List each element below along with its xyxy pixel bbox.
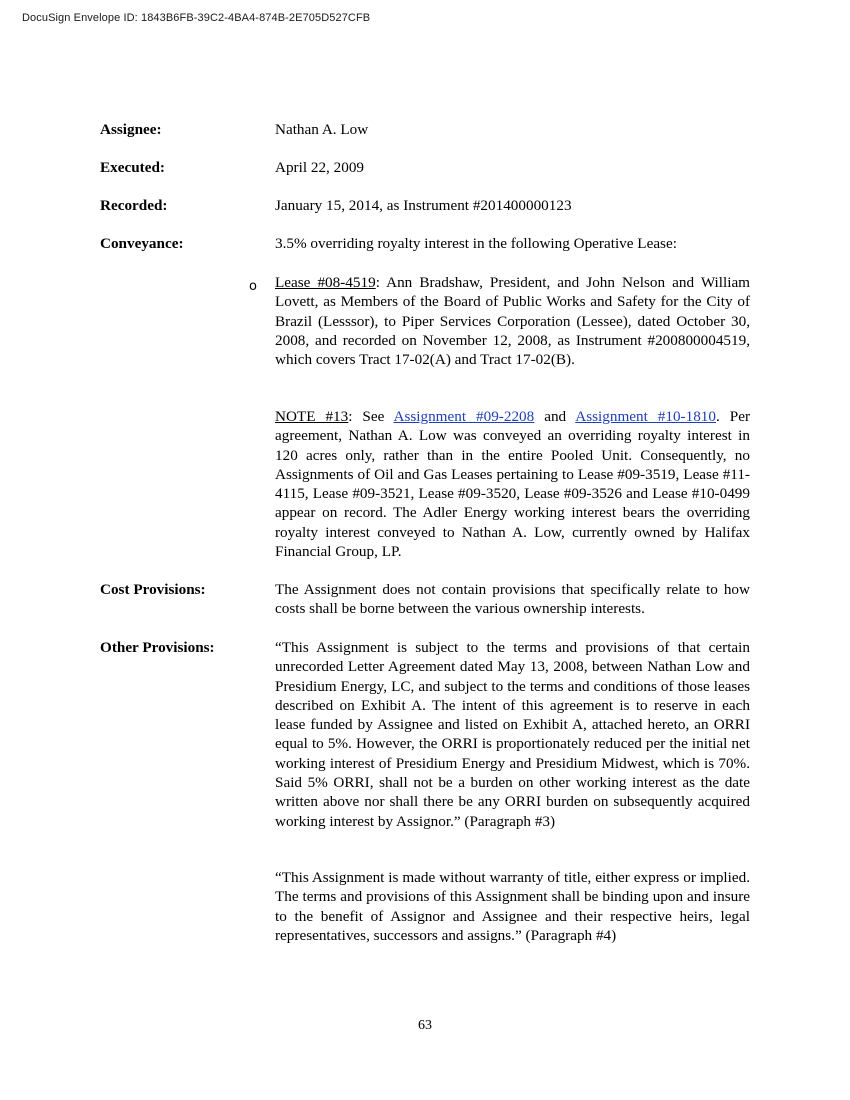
other-provisions-paragraph-2: “This Assignment is made without warranty of title, either express or implied. The terms and provisions of this Assignment shall be binding upon and insure to the benefit of Assignor and Assignee and their respective heirs, legal representatives, successors and assigns.” (Paragraph #4) [275, 869, 750, 944]
note-text: . Per agreement, Nathan A. Low was conveyed an overriding royalty interest in 120 acres only, rather than in the entire Pooled Unit. Consequently, no Assignments of Oil and Gas Leases pertaining to Lease #09-3519, Lease #11-4115, Lease #09-3521, Lease #09-3520, Lease #09-3526 and Lease #10-0499 appear on record. The Adler Energy working interest bears the overriding royalty interest conveyed to Nathan A. Low, currently owned by Halifax Financial Group, LP. [275, 408, 751, 561]
note-paragraph [275, 407, 750, 561]
executed-value: April 22, 2009 [275, 159, 365, 176]
recorded-label: Recorded: [100, 197, 168, 214]
other-provisions-label: Other Provisions: [100, 639, 215, 656]
note-intro: : See [348, 408, 394, 425]
lease-bullet: o [249, 279, 257, 294]
lease-paragraph [275, 273, 750, 369]
note-and: and [534, 408, 576, 425]
page-number: 63 [418, 1018, 432, 1033]
recorded-value: January 15, 2014, as Instrument #201400000123 [275, 197, 572, 214]
lease-description: : Ann Bradshaw, President, and John Nelson and William Lovett, as Members of the Board of Public Works and Safety for the City of Brazil (Lesssor), to Piper Services Corporation (Lessee), dated October 30, 2008, and recorded on November 12, 2008, as Instrument #200800004519, which covers Tract 17-02(A) and Tract 17-02(B). [275, 274, 750, 369]
cost-provisions-text: The Assignment does not contain provisions that specifically relate to how costs shall be borne between the various ownership interests. [275, 581, 750, 618]
lease-reference: Lease #08-4519 [275, 274, 376, 291]
cost-provisions-label: Cost Provisions: [100, 581, 206, 598]
conveyance-value: 3.5% overriding royalty interest in the following Operative Lease: [275, 235, 677, 252]
assignee-label: Assignee: [100, 121, 162, 138]
other-provisions-paragraph-1: “This Assignment is subject to the terms and provisions of that certain unrecorded Letter Agreement dated May 13, 2008, between Nathan Low and Presidium Energy, LC, and subject to the terms and conditions of those leases described on Exhibit A. The intent of this agreement is to reserve in each lease funded by Assignee and listed on Exhibit A, attached hereto, an ORRI equal to 5%. However, the ORRI is proportionately reduced per the initial net working interest of Presidium Energy and Presidium Midwest, which is 70%. Said 5% ORRI, shall not be a burden on other working interest as the date written above nor shall there be any ORRI burden on subsequently acquired working interest by Assignor.” (Paragraph #3) [275, 639, 750, 830]
assignment-09-2208-link[interactable]: Assignment #09-2208 [393, 408, 535, 425]
executed-label: Executed: [100, 159, 165, 176]
note-label: NOTE #13 [275, 408, 349, 425]
conveyance-label: Conveyance: [100, 235, 184, 252]
docusign-envelope-id: DocuSign Envelope ID: 1843B6FB-39C2-4BA4-874B-2E705D527CFB [22, 12, 371, 24]
assignee-value: Nathan A. Low [275, 121, 369, 138]
assignment-10-1810-link[interactable]: Assignment #10-1810 [575, 408, 716, 425]
